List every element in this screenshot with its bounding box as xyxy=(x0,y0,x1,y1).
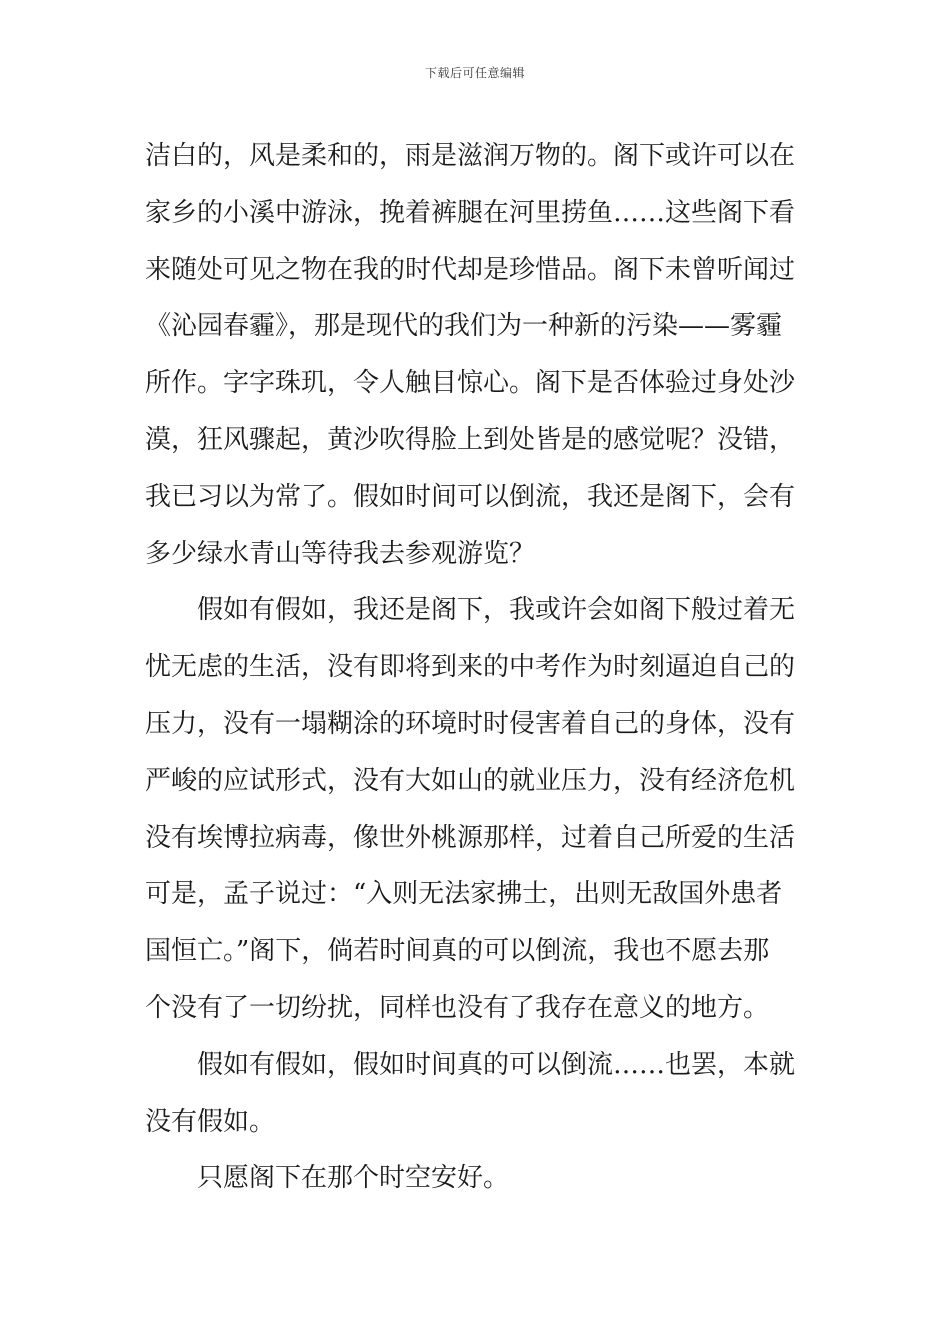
text-line: 来随处可见之物在我的时代却是珍惜品。阁下未曾听闻过 xyxy=(145,254,796,285)
paragraph-start-line: 只愿阁下在那个时空安好。 xyxy=(197,1163,510,1194)
text-line: 忧无虑的生活，没有即将到来的中考作为时刻逼迫自己的 xyxy=(145,652,796,683)
text-line: 多少绿水青山等待我去参观游览？ xyxy=(145,538,536,569)
text-line: 漠，狂风骤起，黄沙吹得脸上到处皆是的感觉呢？没错， xyxy=(145,424,796,455)
text-line: 我已习以为常了。假如时间可以倒流，我还是阁下，会有 xyxy=(145,481,796,512)
text-line: 《沁园春霾》，那是现代的我们为一种新的污染——雾霾 xyxy=(145,311,783,342)
text-line: 家乡的小溪中游泳，挽着裤腿在河里捞鱼……这些阁下看 xyxy=(145,197,796,228)
text-line: 可是，孟子说过：“入则无法家拂士，出则无敌国外患者 xyxy=(145,879,783,910)
page-header: 下载后可任意编辑 xyxy=(424,66,525,80)
text-line: 没有埃博拉病毒，像世外桃源那样，过着自己所爱的生活 xyxy=(145,822,796,853)
text-line: 没有假如。 xyxy=(145,1106,276,1137)
text-line: 个没有了一切纷扰，同样也没有了我存在意义的地方。 xyxy=(145,992,770,1023)
text-line: 所作。字字珠玑，令人触目惊心。阁下是否体验过身处沙 xyxy=(145,368,796,399)
text-line: 洁白的，风是柔和的，雨是滋润万物的。阁下或许可以在 xyxy=(145,141,796,171)
text-line: 压力，没有一塌糊涂的环境时时侵害着自己的身体，没有 xyxy=(145,708,796,739)
text-line: 国恒亡。”阁下，倘若时间真的可以倒流，我也不愿去那 xyxy=(145,936,770,967)
body-text xyxy=(145,128,805,1207)
paragraph-start-line: 假如有假如，我还是阁下，我或许会如阁下般过着无 xyxy=(197,595,796,626)
text-line: 严峻的应试形式，没有大如山的就业压力，没有经济危机 xyxy=(145,765,796,796)
paragraph-start-line: 假如有假如，假如时间真的可以倒流……也罢，本就 xyxy=(197,1049,796,1080)
